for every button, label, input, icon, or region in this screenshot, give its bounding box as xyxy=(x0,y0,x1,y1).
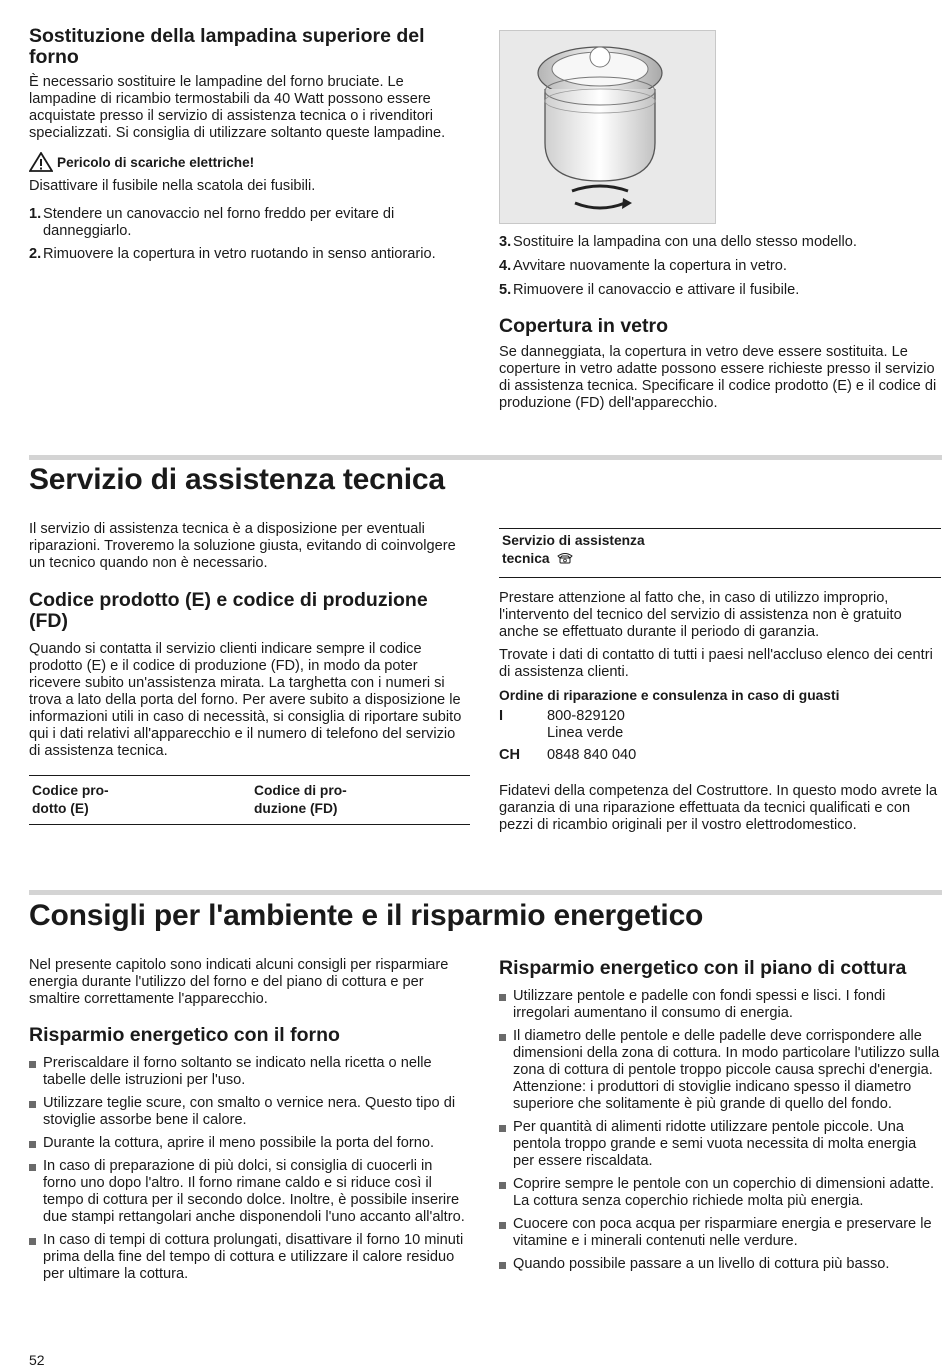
step-number: 2. xyxy=(29,246,42,262)
product-code-label-2: dotto (E) xyxy=(32,801,89,816)
oven-tip: Durante la cottura, aprire il meno possibile la porta del forno. xyxy=(29,1135,469,1152)
glass-cover-section xyxy=(499,316,941,412)
step-item xyxy=(499,234,939,251)
eco-title: Consigli per l'ambiente e il risparmio energetico xyxy=(29,899,704,932)
lamp-intro: È necessario sostituire le lampadine del forno bruciate. Le lampadine di ricambio termostabili da 40 Watt possono essere acquistate presso il servizio di assistenza tecnica o i rivenditori specializzati. Si consiglia di utilizzare soltanto queste lampadine. xyxy=(29,74,446,141)
contacts-list xyxy=(499,708,941,764)
lamp-illustration xyxy=(499,30,716,224)
service-title-block xyxy=(29,463,929,497)
step-number: 5. xyxy=(499,282,512,298)
hob-tip: Il diametro delle pentole e delle padelle deve corrispondere alle dimensioni della zona di cottura. In modo particolare l'utilizzo sulla zona di cottura di pentole troppo piccole causa sprechi d'energia. Attenzione: i produttori di stoviglie indicano spesso il diametro superiore che solitamente è più grande di quello del fondo. xyxy=(499,1028,941,1113)
warning-title: Pericolo di scariche elettriche! xyxy=(57,154,255,170)
step-text: Rimuovere la copertura in vetro ruotando in senso antiorario. xyxy=(43,246,436,262)
eco-intro: Nel presente capitolo sono indicati alcuni consigli per risparmiare energia durante l'utilizzo del forno e del piano di cottura e per smaltire correttamente l'apparecchio. xyxy=(29,957,449,1007)
production-code-header xyxy=(254,782,454,818)
codes-title: Codice prodotto (E) e codice di produzione (FD) xyxy=(29,589,428,632)
steps-right xyxy=(499,234,939,299)
eco-title-block xyxy=(29,899,939,933)
hob-tip: Quando possibile passare a un livello di cottura più basso. xyxy=(499,1256,941,1273)
warning-heading xyxy=(29,152,469,172)
contact-phone: 0848 840 040 xyxy=(547,747,637,763)
codes-table xyxy=(29,775,470,825)
hob-tip: Coprire sempre le pentole con un coperchio di dimensioni adatte. La cottura senza coperchio richiede molta più energia. xyxy=(499,1176,941,1210)
step-text: Stendere un canovaccio nel forno freddo per evitare di danneggiarlo. xyxy=(43,206,395,239)
steps-left xyxy=(29,206,469,263)
step-text: Rimuovere il canovaccio e attivare il fusibile. xyxy=(513,282,800,298)
service-box-header xyxy=(502,532,802,568)
eco-right xyxy=(499,958,941,1279)
glass-cover-title: Copertura in vetro xyxy=(499,315,669,337)
oven-tip: Utilizzare teglie scure, con smalto o vernice nera. Questo tipo di stoviglie assorbe bene il calore. xyxy=(29,1095,469,1129)
contact-row xyxy=(499,747,941,764)
step-text: Avvitare nuovamente la copertura in vetro. xyxy=(513,258,787,274)
step-text: Sostituire la lampadina con una dello stesso modello. xyxy=(513,234,857,250)
production-code-label-1: Codice di pro- xyxy=(254,783,347,798)
step-number: 3. xyxy=(499,234,512,250)
oven-tip: In caso di preparazione di più dolci, si consiglia di cuocerli in forno uno dopo l'altro. Il forno rimane caldo e si riduce così il tempo di cottura per il secondo dolce. Inoltre, è possibile inserire due stampi rettangolari anche disponendoli l'uno accanto all'altro. xyxy=(29,1158,469,1226)
warning-text: Disattivare il fusibile nella scatola dei fusibili. xyxy=(29,178,316,194)
warning-icon xyxy=(29,152,53,172)
eco-left xyxy=(29,957,469,1289)
service-box-label-1: Servizio di assistenza xyxy=(502,533,645,548)
service-closing: Fidatevi della competenza del Costruttore. In questo modo avrete la garanzia di una riparazione effettuata da tecnici qualificati e con pezzi di ricambio originali per il vostro elettrodomestico. xyxy=(499,783,938,833)
oven-tip: In caso di tempi di cottura prolungati, disattivare il forno 10 minuti prima della fine del tempo di cottura e utilizzare il calore residuo per ultimare la cottura. xyxy=(29,1232,469,1283)
service-right xyxy=(499,590,941,834)
hob-tips-title: Risparmio energetico con il piano di cottura xyxy=(499,957,907,979)
codes-text: Quando si contatta il servizio clienti indicare sempre il codice prodotto (E) e il codice di produzione (FD), in modo da poter ricevere subito un'assistenza mirata. La targhetta con i numeri si trova a lato della porta del forno. Per avere subito a disposizione le informazioni utili in caso di necessità, si consiglia di riportare subito qui i dati relativi all'apparecchio e il numero di telefono del servizio di assistenza tecnica. xyxy=(29,641,462,759)
contact-numbers xyxy=(547,747,636,764)
hob-tips-list xyxy=(499,988,941,1273)
oven-tips-list xyxy=(29,1055,469,1283)
oven-tip: Preriscaldare il forno soltanto se indicato nella ricetta o nelle tabelle delle istruzioni per l'uso. xyxy=(29,1055,469,1089)
section-divider xyxy=(29,890,942,895)
step-item xyxy=(29,246,469,263)
service-title: Servizio di assistenza tecnica xyxy=(29,463,445,496)
service-box-label-2-row xyxy=(502,550,802,568)
service-box-label-2: tecnica xyxy=(502,551,550,566)
contact-phone: 800-829120 xyxy=(547,708,625,724)
hob-tip: Cuocere con poca acqua per risparmiare energia e preservare le vitamine e i minerali contenuti nelle verdure. xyxy=(499,1216,941,1250)
lamp-section-title: Sostituzione della lampadina superiore del forno xyxy=(29,25,425,68)
contacts-title: Ordine di riparazione e consulenza in caso di guasti xyxy=(499,688,840,703)
contact-row xyxy=(499,708,941,742)
service-para-1: Prestare attenzione al fatto che, in caso di utilizzo improprio, l'intervento del tecnico del servizio di assistenza non è gratuito anche se effettuato durante il periodo di garanzia. xyxy=(499,590,902,640)
production-code-label-2: duzione (FD) xyxy=(254,801,338,816)
step-number: 1. xyxy=(29,206,42,222)
step-item xyxy=(499,258,939,275)
page-number: 52 xyxy=(29,1352,45,1368)
telephone-icon xyxy=(557,552,573,564)
service-intro: Il servizio di assistenza tecnica è a disposizione per eventuali riparazioni. Troveremo la soluzione giusta, evitando di coinvolgere un tecnico quando non è necessario. xyxy=(29,521,456,571)
product-code-header xyxy=(32,782,232,818)
service-para-2: Trovate i dati di contatto di tutti i paesi nell'accluso elenco dei centri di assistenza clienti. xyxy=(499,647,933,680)
hob-tip: Per quantità di alimenti ridotte utilizzare pentole piccole. Una pentola troppo grande e semi vuota necessita di molta energia per essere riscaldata. xyxy=(499,1119,941,1170)
step-item xyxy=(499,282,939,299)
contact-note: Linea verde xyxy=(547,725,624,741)
lamp-cover-image xyxy=(500,31,715,223)
service-left xyxy=(29,521,469,760)
service-contact-box xyxy=(499,528,941,578)
product-code-label-1: Codice pro- xyxy=(32,783,109,798)
lamp-section xyxy=(29,26,469,263)
contact-country: I xyxy=(499,708,504,724)
contact-country: CH xyxy=(499,747,521,763)
step-number: 4. xyxy=(499,258,512,274)
oven-tips-title: Risparmio energetico con il forno xyxy=(29,1024,340,1046)
glass-cover-text: Se danneggiata, la copertura in vetro deve essere sostituita. Le coperture in vetro adatte possono essere richieste presso il servizio di assistenza tecnica. Specificare il codice prodotto (E) e il codice di produzione (FD) dell'apparecchio. xyxy=(499,344,937,411)
contact-numbers xyxy=(547,708,625,742)
section-divider xyxy=(29,455,942,460)
step-item xyxy=(29,206,469,240)
hob-tip: Utilizzare pentole e padelle con fondi spessi e lisci. I fondi irregolari aumentano il consumo di energia. xyxy=(499,988,941,1022)
